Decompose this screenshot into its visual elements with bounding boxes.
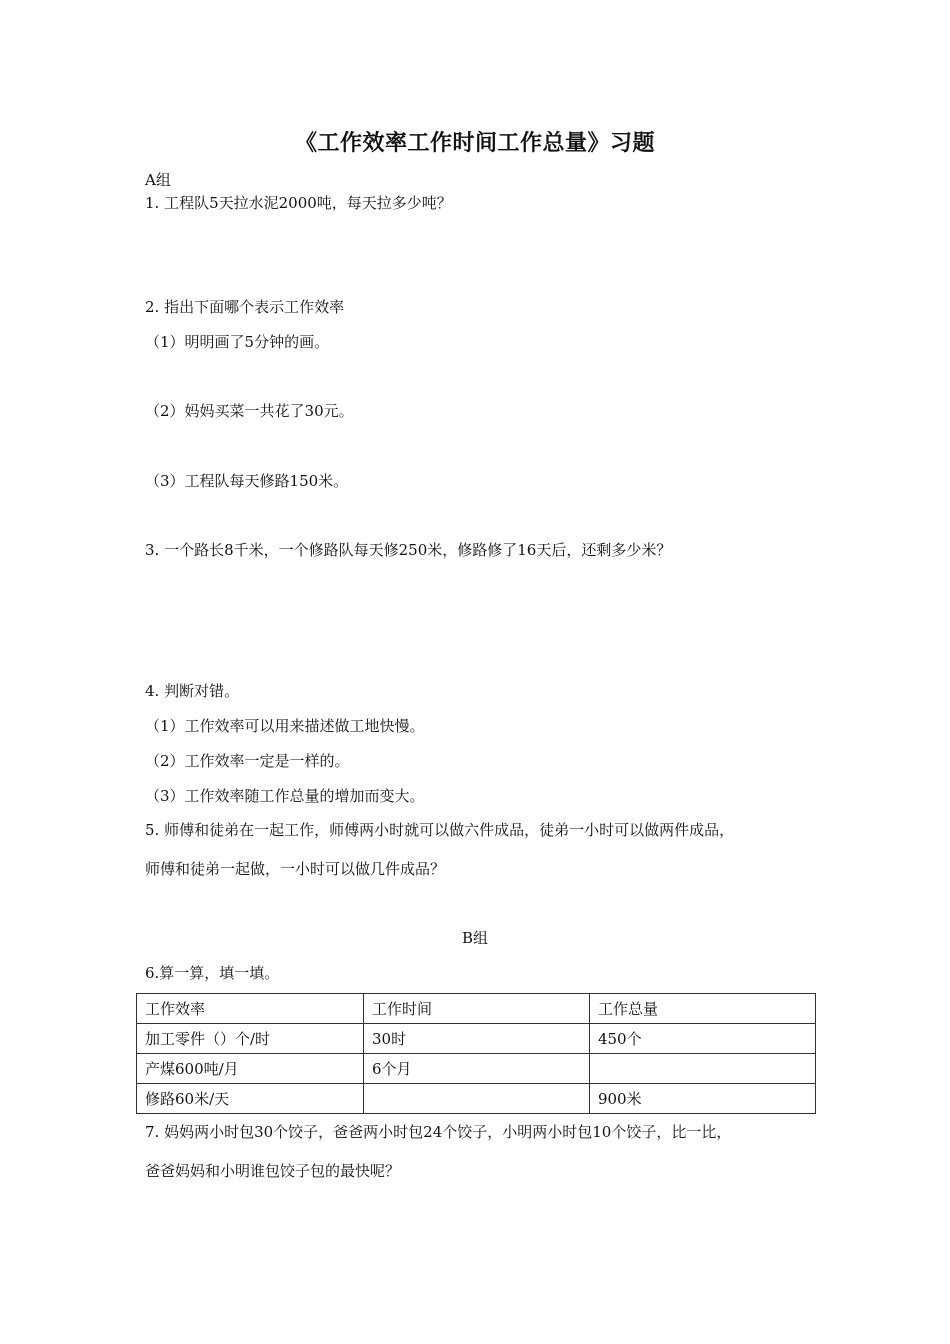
table-cell: 30时 xyxy=(364,1024,590,1054)
page-title: 《工作效率工作时间工作总量》习题 xyxy=(294,130,655,156)
question-2-stem: 2. 指出下面哪个表示工作效率 xyxy=(145,298,345,316)
table-header-row xyxy=(137,994,816,1024)
table-cell: 加工零件（）个/时 xyxy=(137,1024,364,1054)
question-4-item-3: （3）工作效率随工作总量的增加而变大。 xyxy=(145,787,425,805)
question-2-item-1: （1）明明画了5分钟的画。 xyxy=(145,333,330,351)
question-3: 3. 一个路长8千米，一个修路队每天修250米，修路修了16天后，还剩多少米？ xyxy=(145,541,672,559)
table-cell xyxy=(589,1054,815,1084)
question-2-item-3: （3）工程队每天修路150米。 xyxy=(145,472,349,490)
question-2-item-2: （2）妈妈买菜一共花了30元。 xyxy=(145,402,354,420)
question-7-line-2: 爸爸妈妈和小明谁包饺子包的最快呢？ xyxy=(145,1162,401,1180)
table-cell: 900米 xyxy=(589,1084,815,1114)
table-row xyxy=(137,1084,816,1114)
question-7-line-1: 7. 妈妈两小时包30个饺子，爸爸两小时包24个饺子，小明两小时包10个饺子，比一比， xyxy=(145,1123,732,1141)
table-cell: 450个 xyxy=(589,1024,815,1054)
group-b-heading: B组 xyxy=(461,929,489,947)
question-4-item-2: （2）工作效率一定是一样的。 xyxy=(145,752,350,770)
table-cell: 修路60米/天 xyxy=(137,1084,364,1114)
group-a-heading: A组 xyxy=(145,171,171,189)
table-cell xyxy=(364,1084,590,1114)
question-4-stem: 4. 判断对错。 xyxy=(145,682,240,700)
question-6-stem: 6.算一算，填一填。 xyxy=(145,964,280,982)
table-cell: 6个月 xyxy=(364,1054,590,1084)
table-row xyxy=(137,1054,816,1084)
work-table xyxy=(136,993,816,1114)
question-5-line-1: 5. 师傅和徒弟在一起工作，师傅两小时就可以做六件成品，徒弟一小时可以做两件成品， xyxy=(145,821,735,839)
question-4-item-1: （1）工作效率可以用来描述做工地快慢。 xyxy=(145,717,425,735)
question-5-line-2: 师傅和徒弟一起做，一小时可以做几件成品？ xyxy=(145,860,446,878)
table-header-cell: 工作总量 xyxy=(589,994,815,1024)
table-header-cell: 工作效率 xyxy=(137,994,364,1024)
table-cell: 产煤600吨/月 xyxy=(137,1054,364,1084)
table-row xyxy=(137,1024,816,1054)
question-1: 1. 工程队5天拉水泥2000吨，每天拉多少吨？ xyxy=(145,194,452,212)
table-header-cell: 工作时间 xyxy=(364,994,590,1024)
